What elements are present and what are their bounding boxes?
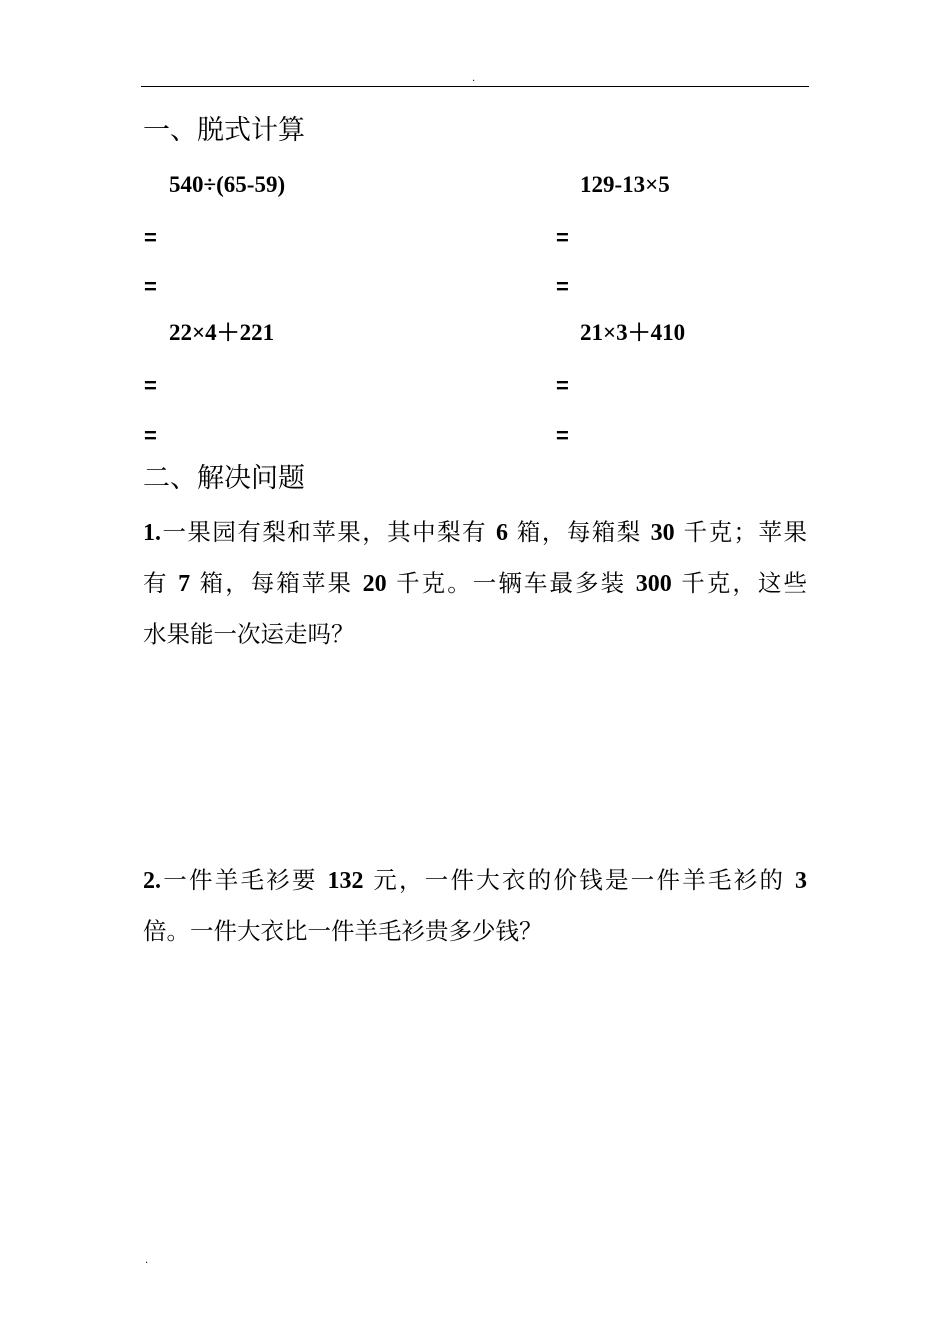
word-problem-2 (143, 855, 807, 956)
equals-sign: = (144, 423, 157, 448)
header-rule (141, 86, 809, 87)
equals-sign: = (556, 274, 569, 299)
header-mark: . (472, 73, 476, 84)
problem-text: 水果能一次运走吗？ (143, 620, 355, 648)
problem-number-value: 300 (635, 571, 672, 597)
calc-expression: 22×4＋221 (169, 320, 275, 345)
problem-number-value: 6 (495, 520, 508, 546)
problem-number-value: 132 (327, 868, 364, 894)
problem-text: 千克，这些 (671, 569, 807, 597)
problem-text: 千克；苹果 (674, 518, 807, 546)
problem-number-value: 30 (650, 520, 675, 546)
problem-number-value: 3 (794, 868, 807, 894)
problem-text: 箱，每箱梨 (507, 518, 651, 546)
problem-text: 一果园有梨和苹果，其中梨有 (161, 518, 496, 546)
problem-line (143, 906, 807, 956)
problem-line (143, 855, 807, 906)
section2-title: 二、解决问题 (143, 463, 305, 494)
calc-expression: 21×3＋410 (580, 320, 686, 345)
problem-text: 箱，每箱苹果 (190, 569, 363, 597)
equals-sign: = (556, 373, 569, 398)
problem-text: 一件羊毛衫要 (161, 866, 328, 894)
equals-sign: = (556, 423, 569, 448)
word-problem-1 (143, 507, 807, 659)
problem-text: 倍。一件大衣比一件羊毛衫贵多少钱？ (143, 917, 543, 945)
calc-expression: 540÷(65-59) (169, 172, 286, 197)
problem-text: 有 (143, 569, 179, 597)
calc-expression: 129-13×5 (580, 172, 670, 197)
problem-number: 2. (143, 868, 161, 894)
problem-line (143, 558, 807, 609)
equals-sign: = (144, 373, 157, 398)
equals-sign: = (144, 225, 157, 250)
equals-sign: = (556, 225, 569, 250)
problem-number: 1. (143, 520, 161, 546)
problem-text: 千克。一辆车最多装 (386, 569, 636, 597)
problem-number-value: 7 (178, 571, 191, 597)
equals-sign: = (144, 274, 157, 299)
section1-title: 一、脱式计算 (143, 115, 305, 146)
footer-mark: . (145, 1255, 149, 1266)
problem-line (143, 507, 807, 558)
problem-number-value: 20 (362, 571, 387, 597)
problem-text: 元，一件大衣的价钱是一件羊毛衫的 (363, 866, 795, 894)
problem-line (143, 609, 807, 659)
